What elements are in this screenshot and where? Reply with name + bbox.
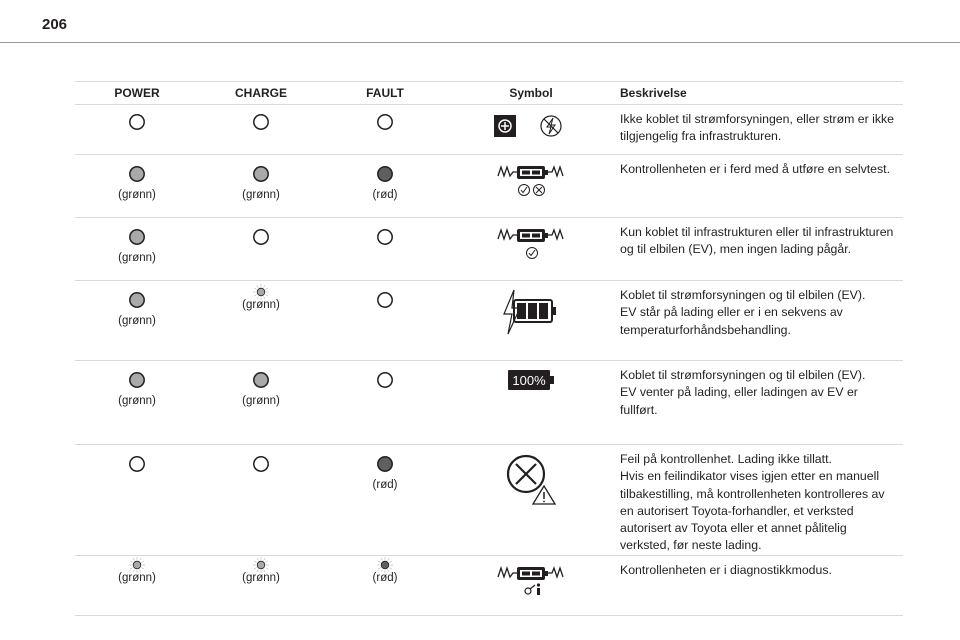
power-color-label: (grønn): [118, 395, 156, 407]
power-cell: [75, 445, 199, 556]
charge-color-label: (grønn): [242, 571, 280, 584]
power-cell: [75, 218, 199, 281]
fault-color-label: (rød): [372, 571, 398, 584]
charge-indicator-off: [252, 455, 270, 473]
charge-indicator-off: [252, 113, 270, 131]
power-color-label: (grønn): [118, 571, 156, 584]
fault-cell: [323, 155, 447, 218]
power-cell: [75, 555, 199, 615]
symbol-cell: [447, 281, 615, 361]
charge-cell: [199, 361, 323, 445]
description-text: EV venter på lading, eller ladingen av EV er fullført.: [620, 385, 858, 417]
power-cell: [75, 361, 199, 445]
description-cell: [615, 155, 903, 218]
charge-cell: [199, 155, 323, 218]
symbol-cell: [447, 361, 615, 445]
table-row: [75, 361, 903, 445]
table-row: [75, 555, 903, 615]
description-cell: [615, 105, 903, 155]
charge-cell: [199, 218, 323, 281]
power-indicator-off: [128, 455, 146, 473]
page-number: 206: [42, 16, 68, 33]
charge-indicator-on-green: [252, 165, 270, 183]
fault-indicator-off: [376, 371, 394, 389]
power-color-label: (grønn): [118, 315, 156, 327]
charge-color-label: (grønn): [242, 189, 280, 201]
battery-selftest-icon: [495, 162, 567, 198]
table-header-row: [75, 82, 903, 105]
fault-color-label: (rød): [372, 189, 398, 201]
fault-indicator-on-red: [376, 165, 394, 183]
symbol-cell: [447, 155, 615, 218]
fault-cell: [323, 105, 447, 155]
symbol-cell: [447, 555, 615, 615]
charge-color-label: (grønn): [242, 299, 280, 311]
fault-cell: [323, 555, 447, 615]
description-cell: [615, 361, 903, 445]
description-text: Hvis en feilindikator vises igjen etter en manuell tilbakestilling, må kontrollenheten kontrolleres av en autorisert Toyota-forhandler, et verksted autorisert av Toyota eller et annet pålitelig verksted, før neste lading.: [620, 469, 885, 553]
indicator-table: [75, 81, 903, 616]
fault-cell: [323, 445, 447, 556]
symbol-cell: [447, 218, 615, 281]
table-row: [75, 105, 903, 155]
description-text: EV står på lading eller er i en sekvens av temperaturforhåndsbehandling.: [620, 305, 843, 337]
battery-full-icon: [506, 368, 556, 392]
symbol-cell: [447, 105, 615, 155]
battery-percent-text: 100%: [512, 373, 546, 388]
description-cell: [615, 555, 903, 615]
power-indicator-on-green: [128, 228, 146, 246]
description-text: Kun koblet til infrastrukturen eller til infrastrukturen og til elbilen (EV), men ingen lading pågår.: [620, 225, 894, 257]
charge-color-label: (grønn): [242, 395, 280, 407]
column-header-description: Beskrivelse: [615, 82, 903, 105]
fault-cell: [323, 361, 447, 445]
header-rule: [0, 42, 960, 43]
symbol-cell: [447, 445, 615, 556]
charge-cell: [199, 555, 323, 615]
description-cell: [615, 281, 903, 361]
fault-cell: [323, 281, 447, 361]
description-cell: [615, 445, 903, 556]
battery-connected-icon: [495, 225, 567, 261]
table-row: [75, 218, 903, 281]
fault-indicator-off: [376, 113, 394, 131]
power-cell: [75, 281, 199, 361]
power-cell: [75, 105, 199, 155]
plug-and-no-power-icons: [491, 112, 571, 140]
fault-indicator-on-red: [376, 455, 394, 473]
fault-color-label: (rød): [372, 479, 398, 491]
description-text: Ikke koblet til strømforsyningen, eller strøm er ikke tilgjengelig fra infrastrukturen.: [620, 112, 895, 144]
table-row: [75, 281, 903, 361]
battery-charging-icon: [500, 288, 562, 336]
charge-indicator-off: [252, 228, 270, 246]
description-text: Koblet til strømforsyningen og til elbilen (EV).: [620, 288, 866, 302]
power-cell: [75, 155, 199, 218]
description-text: Kontrollenheten er i diagnostikkmodus.: [620, 562, 832, 577]
description-text: Koblet til strømforsyningen og til elbilen (EV).: [620, 368, 866, 382]
table-row: [75, 155, 903, 218]
power-indicator-on-green: [128, 291, 146, 309]
fault-cell: [323, 218, 447, 281]
fault-indicator-off: [376, 228, 394, 246]
power-color-label: (grønn): [118, 252, 156, 264]
power-indicator-on-green: [128, 371, 146, 389]
charge-cell: [199, 105, 323, 155]
fault-warning-icon: [504, 452, 558, 508]
power-indicator-off: [128, 113, 146, 131]
charge-indicator-on-green: [252, 371, 270, 389]
fault-indicator-off: [376, 291, 394, 309]
table-row: [75, 445, 903, 556]
charge-cell: [199, 445, 323, 556]
column-header-fault: FAULT: [323, 82, 447, 105]
battery-diagnostic-icon: [495, 563, 567, 599]
power-color-label: (grønn): [118, 189, 156, 201]
charge-cell: [199, 281, 323, 361]
column-header-charge: CHARGE: [199, 82, 323, 105]
column-header-symbol: Symbol: [447, 82, 615, 105]
description-text: Feil på kontrollenhet. Lading ikke tillatt.: [620, 452, 832, 466]
description-cell: [615, 218, 903, 281]
column-header-power: POWER: [75, 82, 199, 105]
description-text: Kontrollenheten er i ferd med å utføre en selvtest.: [620, 162, 890, 176]
power-indicator-on-green: [128, 165, 146, 183]
